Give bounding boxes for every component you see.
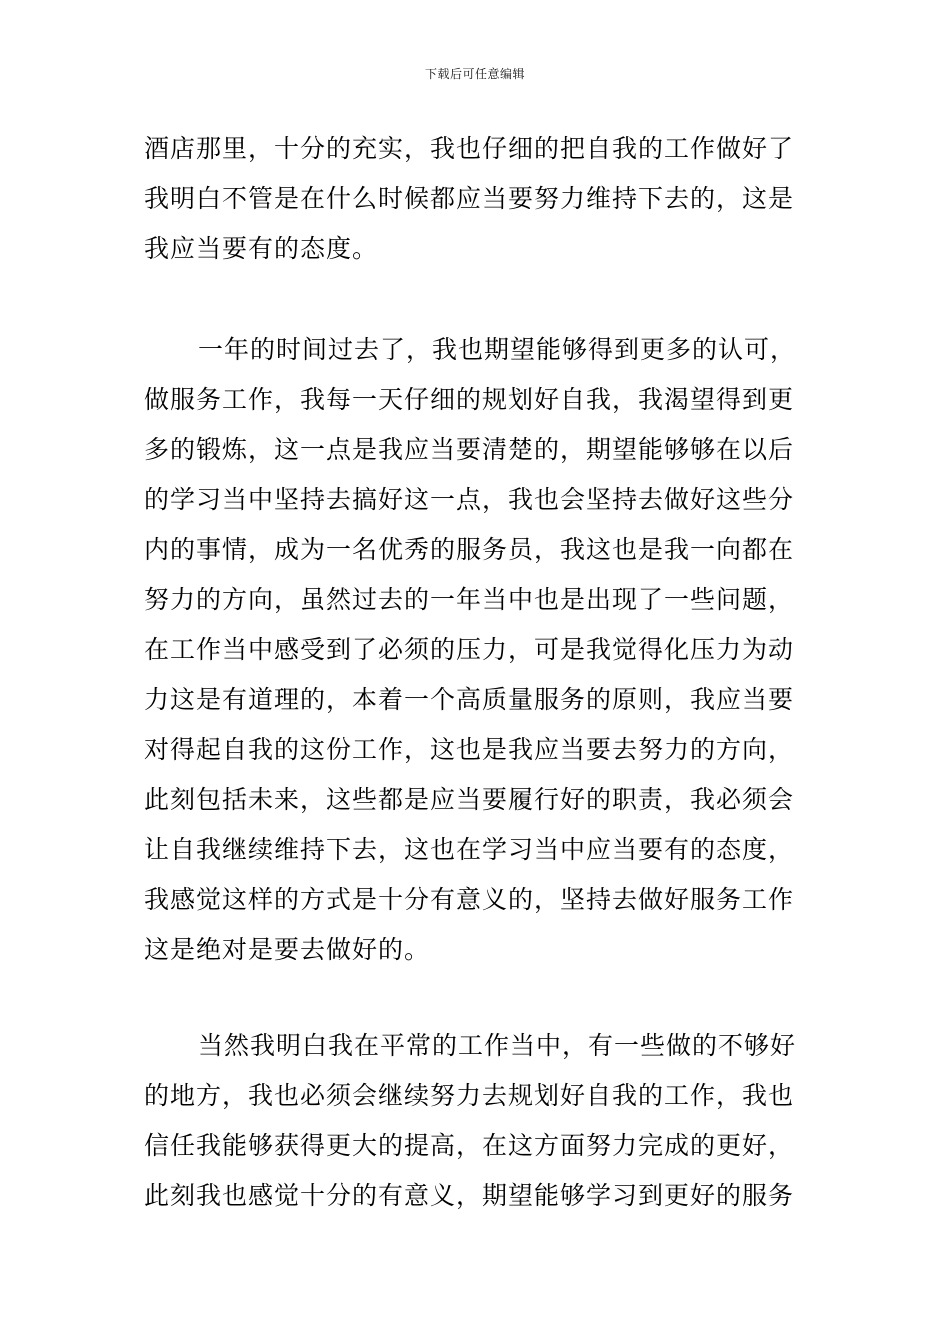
paragraph-line: 努力的方向，虽然过去的一年当中也是出现了一些问题， (144, 585, 795, 614)
paragraph-first-line: 当然我明白我在平常的工作当中，有一些做的不够好 (198, 1031, 797, 1060)
paragraph-1 (144, 124, 824, 274)
paragraph-line: 此刻包括未来，这些都是应当要履行好的职责，我必须会 (144, 785, 795, 814)
paragraph-line: 的地方，我也必须会继续努力去规划好自我的工作，我也 (144, 1081, 795, 1110)
paragraph-line: 在工作当中感受到了必须的压力，可是我觉得化压力为动 (144, 635, 795, 664)
paragraph-line: 做服务工作，我每一天仔细的规划好自我，我渴望得到更 (144, 385, 795, 414)
paragraph-line: 让自我继续维持下去，这也在学习当中应当要有的态度， (144, 835, 795, 864)
paragraph-line: 内的事情，成为一名优秀的服务员，我这也是我一向都在 (144, 535, 795, 564)
paragraph-line: 酒店那里，十分的充实，我也仔细的把自我的工作做好了 (144, 134, 795, 163)
page-header: 下载后可任意编辑 (424, 67, 525, 81)
paragraph-3 (144, 1021, 824, 1221)
paragraph-line: 此刻我也感觉十分的有意义，期望能够学习到更好的服务 (144, 1181, 795, 1210)
paragraph-first-line: 一年的时间过去了，我也期望能够得到更多的认可， (198, 335, 797, 364)
paragraph-line: 信任我能够获得更大的提高，在这方面努力完成的更好， (144, 1131, 795, 1160)
paragraph-line: 对得起自我的这份工作，这也是我应当要去努力的方向， (144, 735, 795, 764)
paragraph-line: 这是绝对是要去做好的。 (144, 935, 431, 964)
paragraph-line: 多的锻炼，这一点是我应当要清楚的，期望能够够在以后 (144, 435, 795, 464)
paragraph-2 (144, 325, 824, 975)
paragraph-line: 的学习当中坚持去搞好这一点，我也会坚持去做好这些分 (144, 485, 795, 514)
paragraph-line: 我应当要有的态度。 (144, 234, 379, 263)
paragraph-line: 我明白不管是在什么时候都应当要努力维持下去的，这是 (144, 184, 795, 213)
paragraph-line: 我感觉这样的方式是十分有意义的，坚持去做好服务工作 (144, 885, 795, 914)
paragraph-line: 力这是有道理的，本着一个高质量服务的原则，我应当要 (144, 685, 795, 714)
